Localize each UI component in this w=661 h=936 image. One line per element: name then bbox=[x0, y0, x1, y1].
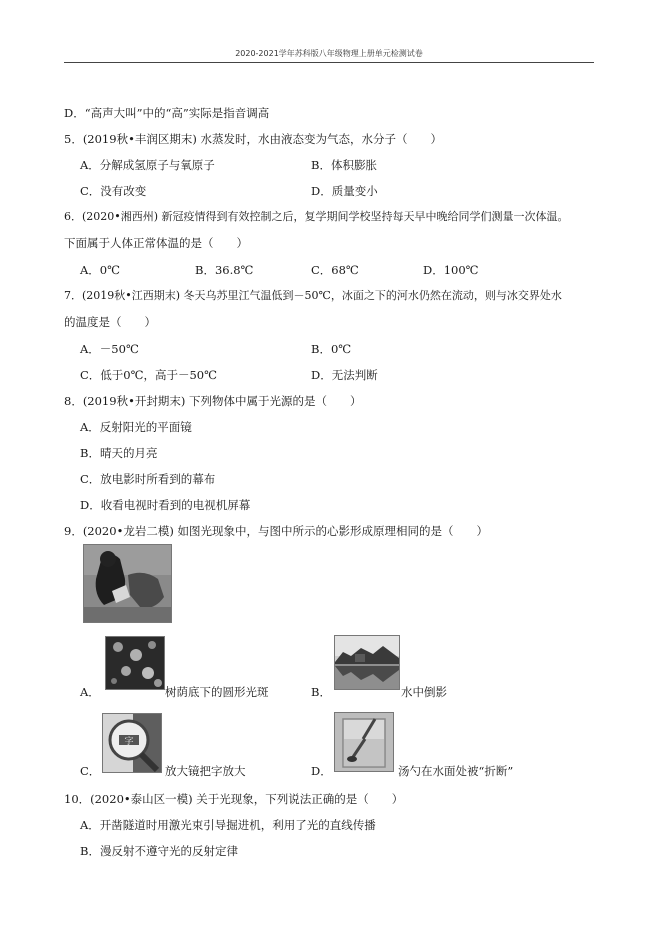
q5-option-b: B．体积膨胀 bbox=[311, 158, 377, 172]
q5-stem: 5．(2019秋•丰润区期末) 水蒸发时，水由液态变为气态，水分子（ ） bbox=[64, 132, 442, 146]
q10-option-a: A．开凿隧道时用激光束引导掘进机，利用了光的直线传播 bbox=[80, 818, 376, 832]
q9-option-d-caption: 汤勺在水面处被“折断” bbox=[398, 764, 514, 778]
q9-option-a-photo bbox=[105, 636, 165, 690]
q9-shadow-photo bbox=[83, 544, 172, 623]
q8-option-b: B．晴天的月亮 bbox=[80, 446, 158, 460]
q6-option-d: D．100℃ bbox=[423, 263, 479, 277]
q5-option-a: A．分解成氢原子与氧原子 bbox=[80, 158, 215, 172]
q5-option-d: D．质量变小 bbox=[311, 184, 378, 198]
q9-option-b-caption: 水中倒影 bbox=[401, 685, 447, 699]
q7-stem-line1: 7．(2019秋•江西期末) 冬天乌苏里江气温低到－50℃，冰面之下的河水仍然在流动，则与冰交界处水 bbox=[64, 289, 562, 302]
q7-option-b: B．0℃ bbox=[311, 342, 352, 356]
q8-option-a: A．反射阳光的平面镜 bbox=[80, 420, 192, 434]
q9-option-d-letter: D． bbox=[311, 764, 332, 778]
q10-option-b: B．漫反射不遵守光的反射定律 bbox=[80, 844, 238, 858]
q9-option-c-photo bbox=[102, 713, 162, 773]
q9-option-b-letter: B． bbox=[311, 685, 331, 699]
q7-option-d: D．无法判断 bbox=[311, 368, 378, 382]
q8-option-d: D．收看电视时看到的电视机屏幕 bbox=[80, 498, 251, 512]
q9-option-a-letter: A． bbox=[80, 685, 100, 699]
q10-stem: 10．(2020•泰山区一模) 关于光现象，下列说法正确的是（ ） bbox=[64, 792, 404, 806]
q9-option-a-caption: 树荫底下的圆形光斑 bbox=[165, 685, 269, 699]
q7-option-a: A．－50℃ bbox=[80, 342, 139, 356]
q8-option-c: C．放电影时所看到的幕布 bbox=[80, 472, 216, 486]
q9-stem: 9．(2020•龙岩二模) 如图光现象中，与图中所示的心影形成原理相同的是（ ） bbox=[64, 524, 488, 538]
q9-option-b-photo bbox=[334, 635, 400, 690]
page-header: 2020-2021学年苏科版八年级物理上册单元检测试卷 bbox=[235, 49, 423, 58]
q6-option-a: A．0℃ bbox=[80, 263, 120, 277]
q6-option-b: B．36.8℃ bbox=[195, 263, 254, 277]
q7-stem-line2: 的温度是（ ） bbox=[64, 315, 156, 329]
q9-option-c-letter: C． bbox=[80, 764, 101, 778]
q9-option-c-caption: 放大镜把字放大 bbox=[165, 764, 246, 778]
q4-option-d: D．“高声大叫”中的“高”实际是指音调高 bbox=[64, 106, 270, 120]
q8-stem: 8．(2019秋•开封期末) 下列物体中属于光源的是（ ） bbox=[64, 394, 362, 408]
q9-option-d-photo bbox=[334, 712, 394, 772]
q5-option-c: C．没有改变 bbox=[80, 184, 147, 198]
q6-option-c: C．68℃ bbox=[311, 263, 359, 277]
q6-stem-line1: 6．(2020•湘西州) 新冠疫情得到有效控制之后，复学期间学校坚持每天早中晚给同学们测量一次体温。 bbox=[64, 210, 569, 223]
header-divider bbox=[64, 62, 594, 63]
q6-stem-line2: 下面属于人体正常体温的是（ ） bbox=[64, 236, 248, 250]
q7-option-c: C．低于0℃，高于－50℃ bbox=[80, 368, 217, 382]
svg-text:字: 字 bbox=[124, 737, 134, 747]
